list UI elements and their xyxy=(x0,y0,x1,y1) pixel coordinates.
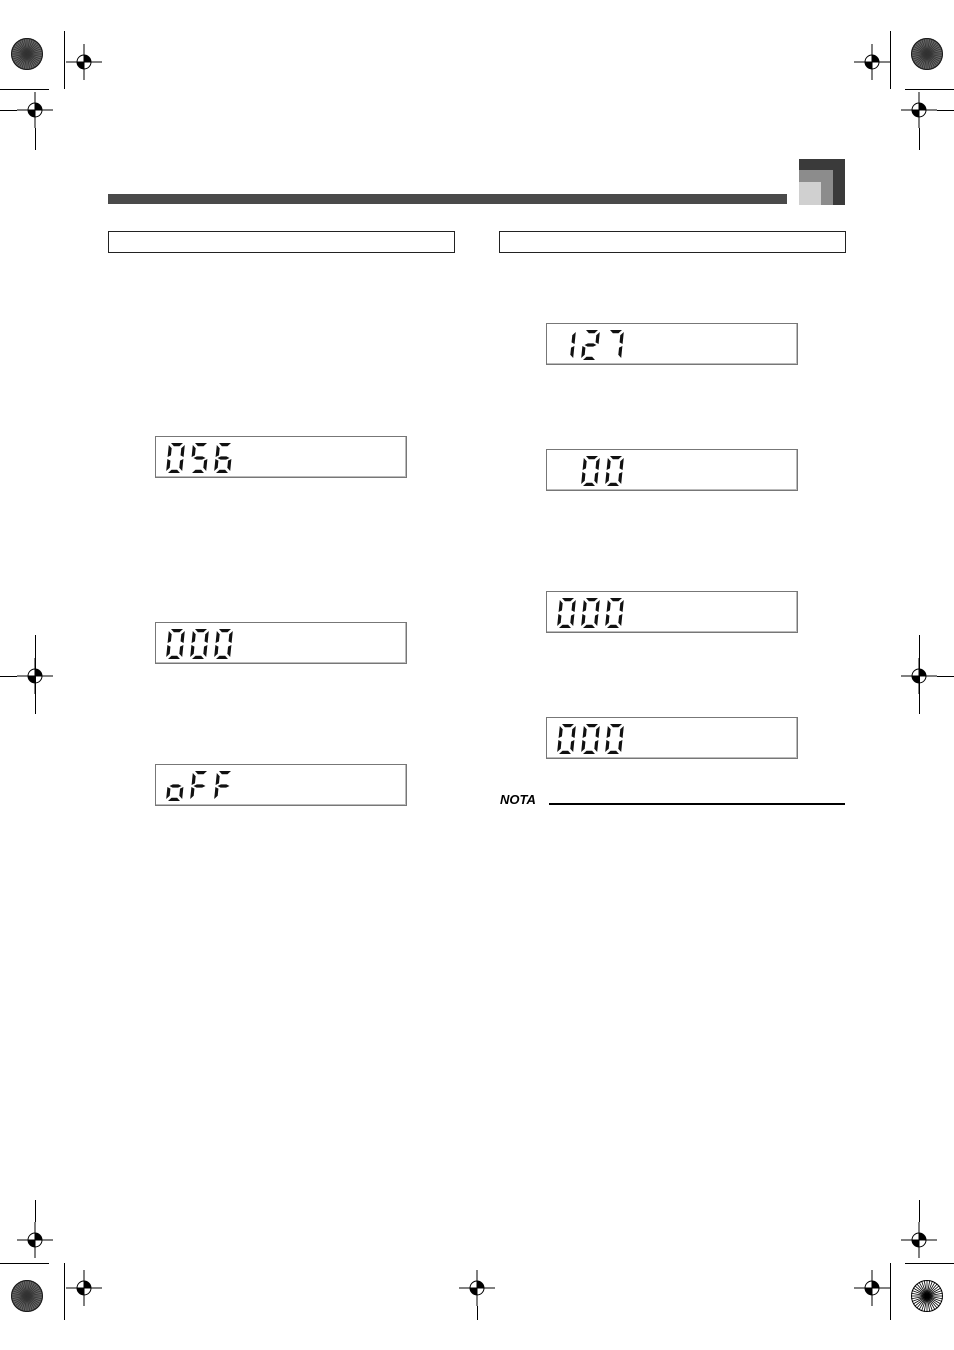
lcd-segment xyxy=(192,631,196,643)
crop-line xyxy=(64,31,65,89)
crop-line xyxy=(35,128,36,150)
registration-mark-icon xyxy=(901,1222,937,1258)
lcd-segment xyxy=(179,645,183,657)
lcd-digit xyxy=(557,598,576,628)
lcd-segment xyxy=(610,456,622,459)
lcd-display xyxy=(155,764,407,806)
registration-mark-icon xyxy=(901,92,937,128)
lcd-segment xyxy=(192,656,204,659)
lcd-digit xyxy=(214,629,233,659)
lcd-segment xyxy=(583,458,587,470)
lcd-segment xyxy=(166,787,170,799)
lcd-segment xyxy=(195,771,207,774)
right-section-heading xyxy=(499,231,846,253)
lcd-digit xyxy=(166,629,185,659)
lcd-segment xyxy=(581,740,585,752)
lcd-segment xyxy=(559,751,571,754)
crop-line xyxy=(937,676,954,677)
lcd-display xyxy=(155,622,407,664)
lcd-digits xyxy=(156,765,408,807)
lcd-segment xyxy=(227,459,231,471)
chapter-header-bar xyxy=(108,194,787,204)
crop-line xyxy=(890,31,891,89)
lcd-segment xyxy=(581,346,585,358)
lcd-segment xyxy=(607,600,611,612)
lcd-digit xyxy=(607,330,624,358)
lcd-segment xyxy=(618,346,622,358)
crop-line xyxy=(0,110,17,111)
lcd-segment xyxy=(193,456,205,459)
lcd-segment xyxy=(605,614,609,626)
lcd-segment xyxy=(570,346,574,358)
lcd-segment xyxy=(618,740,622,752)
crop-line xyxy=(477,1306,478,1320)
lcd-digit xyxy=(190,629,209,659)
registration-circle-icon xyxy=(911,38,943,70)
lcd-segment xyxy=(607,625,619,628)
registration-circle-icon xyxy=(11,1280,43,1312)
lcd-segment xyxy=(214,459,218,471)
crop-line xyxy=(919,128,920,150)
lcd-digit xyxy=(581,330,600,360)
lcd-segment xyxy=(195,443,207,446)
registration-mark-icon xyxy=(854,44,890,80)
lcd-segment xyxy=(557,740,561,752)
lcd-segment xyxy=(180,445,184,457)
lcd-segment xyxy=(586,456,598,459)
lcd-segment xyxy=(607,483,619,486)
lcd-segment xyxy=(583,751,595,754)
registration-mark-icon xyxy=(66,1270,102,1306)
lcd-digit xyxy=(166,784,184,801)
note-rule xyxy=(549,803,845,805)
lcd-segment xyxy=(607,726,611,738)
lcd-segment xyxy=(607,751,619,754)
lcd-segment xyxy=(219,443,231,446)
lcd-segment xyxy=(179,459,183,471)
lcd-segment xyxy=(581,472,585,484)
lcd-segment xyxy=(583,600,587,612)
lcd-segment xyxy=(192,445,196,457)
chapter-tab-light xyxy=(799,182,821,205)
registration-mark-icon xyxy=(17,92,53,128)
crop-line xyxy=(905,89,954,90)
lcd-digit xyxy=(190,443,209,473)
lcd-segment xyxy=(584,343,596,346)
lcd-segment xyxy=(557,614,561,626)
lcd-segment xyxy=(192,773,196,785)
lcd-digit xyxy=(557,724,576,754)
lcd-segment xyxy=(570,614,574,626)
lcd-segment xyxy=(610,598,622,601)
lcd-segment xyxy=(168,631,172,643)
lcd-segment xyxy=(581,614,585,626)
registration-mark-icon xyxy=(66,44,102,80)
lcd-display xyxy=(546,449,798,491)
lcd-segment xyxy=(168,470,180,473)
lcd-display xyxy=(546,717,798,759)
lcd-digits xyxy=(156,437,408,479)
lcd-segment xyxy=(586,598,598,601)
lcd-segment xyxy=(583,357,595,360)
lcd-display xyxy=(155,436,407,478)
note-label: NOTA xyxy=(500,792,536,807)
lcd-segment xyxy=(607,458,611,470)
lcd-segment xyxy=(619,332,623,344)
lcd-segment xyxy=(619,726,623,738)
registration-mark-icon xyxy=(459,1270,495,1306)
lcd-segment xyxy=(168,445,172,457)
lcd-segment xyxy=(169,784,181,787)
lcd-digit xyxy=(581,456,600,486)
lcd-segment xyxy=(219,771,231,774)
lcd-digits xyxy=(547,450,799,492)
lcd-segment xyxy=(166,459,170,471)
crop-line xyxy=(64,1263,65,1320)
lcd-digit xyxy=(605,724,624,754)
lcd-segment xyxy=(179,787,183,799)
lcd-segment xyxy=(562,724,574,727)
lcd-display xyxy=(546,591,798,633)
lcd-segment xyxy=(571,332,575,344)
crop-line xyxy=(919,635,920,714)
crop-line xyxy=(35,635,36,714)
lcd-display xyxy=(546,323,798,365)
lcd-segment xyxy=(166,645,170,657)
lcd-segment xyxy=(171,443,183,446)
left-section-heading xyxy=(108,231,455,253)
lcd-segment xyxy=(586,330,598,333)
lcd-segment xyxy=(216,656,228,659)
lcd-segment xyxy=(562,598,574,601)
lcd-segment xyxy=(219,629,231,632)
lcd-segment xyxy=(203,459,207,471)
registration-circle-icon xyxy=(911,1280,943,1312)
lcd-segment xyxy=(559,625,571,628)
lcd-segment xyxy=(583,625,595,628)
lcd-segment xyxy=(216,445,220,457)
lcd-segment xyxy=(595,332,599,344)
lcd-digit xyxy=(605,456,624,486)
lcd-segment xyxy=(618,472,622,484)
lcd-segment xyxy=(180,631,184,643)
lcd-segment xyxy=(214,645,218,657)
lcd-segment xyxy=(619,458,623,470)
registration-mark-icon xyxy=(854,1270,890,1306)
lcd-segment xyxy=(594,614,598,626)
lcd-digits xyxy=(547,718,799,760)
registration-mark-icon xyxy=(17,1222,53,1258)
lcd-digits xyxy=(547,592,799,634)
lcd-segment xyxy=(571,726,575,738)
lcd-segment xyxy=(594,472,598,484)
lcd-segment xyxy=(595,600,599,612)
lcd-segment xyxy=(583,726,587,738)
crop-line xyxy=(890,1263,891,1320)
lcd-segment xyxy=(605,740,609,752)
lcd-digit xyxy=(605,598,624,628)
lcd-segment xyxy=(217,784,229,787)
lcd-segment xyxy=(559,600,563,612)
lcd-digit xyxy=(570,332,576,358)
crop-line xyxy=(937,110,954,111)
lcd-segment xyxy=(204,631,208,643)
registration-circle-icon xyxy=(11,38,43,70)
lcd-segment xyxy=(571,600,575,612)
crop-line xyxy=(0,89,49,90)
crop-line xyxy=(0,676,17,677)
lcd-segment xyxy=(171,629,183,632)
lcd-segment xyxy=(595,726,599,738)
lcd-segment xyxy=(216,631,220,643)
lcd-digits xyxy=(156,623,408,665)
lcd-segment xyxy=(605,472,609,484)
lcd-segment xyxy=(168,798,180,801)
lcd-segment xyxy=(195,629,207,632)
lcd-segment xyxy=(193,784,205,787)
lcd-segment xyxy=(216,470,228,473)
lcd-segment xyxy=(190,645,194,657)
lcd-digit xyxy=(214,771,231,799)
lcd-segment xyxy=(227,645,231,657)
lcd-segment xyxy=(228,631,232,643)
lcd-segment xyxy=(216,773,220,785)
crop-line xyxy=(0,1263,49,1264)
lcd-digit xyxy=(190,771,207,799)
lcd-digit xyxy=(166,443,185,473)
lcd-segment xyxy=(217,456,229,459)
lcd-segment xyxy=(610,724,622,727)
crop-line xyxy=(905,1263,954,1264)
lcd-segment xyxy=(586,724,598,727)
lcd-segment xyxy=(190,787,194,799)
crop-line xyxy=(919,1200,920,1222)
lcd-digit xyxy=(214,443,233,473)
lcd-segment xyxy=(203,645,207,657)
lcd-segment xyxy=(595,458,599,470)
lcd-segment xyxy=(610,330,622,333)
lcd-digits xyxy=(547,324,799,366)
lcd-segment xyxy=(168,656,180,659)
lcd-segment xyxy=(619,600,623,612)
lcd-segment xyxy=(192,470,204,473)
lcd-segment xyxy=(594,740,598,752)
lcd-segment xyxy=(559,726,563,738)
lcd-segment xyxy=(570,740,574,752)
lcd-digit xyxy=(581,724,600,754)
crop-line xyxy=(35,1200,36,1222)
lcd-segment xyxy=(214,787,218,799)
lcd-segment xyxy=(583,483,595,486)
lcd-digit xyxy=(581,598,600,628)
lcd-segment xyxy=(618,614,622,626)
